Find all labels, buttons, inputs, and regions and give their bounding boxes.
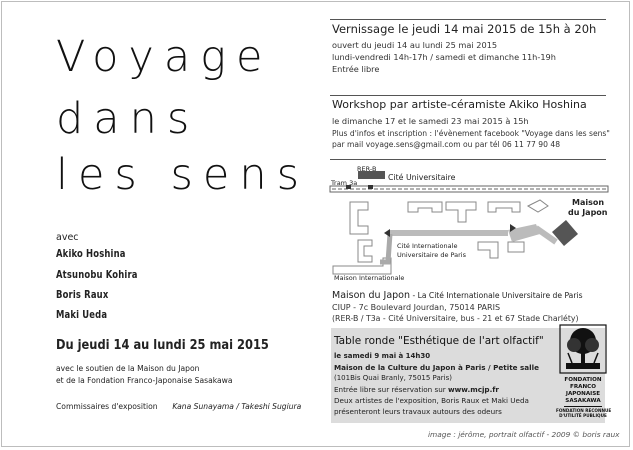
location-map (328, 162, 610, 284)
map-maison-japon-1: Maison (572, 198, 605, 207)
workshop-info: Plus d'infos et inscription : l'évènement facebook "Voyage dans les sens" (332, 129, 610, 138)
logo-line: D'UTILITÉ PUBLIQUE (559, 413, 607, 418)
curators-label: Commissaires d'exposition (56, 402, 158, 411)
map-maison-intl: Maison Internationale (334, 274, 405, 282)
venue-suffix: - La Cité Internationale Universitaire de Paris (410, 291, 583, 300)
roundtable-when: le samedi 9 mai à 14h30 (334, 352, 431, 360)
workshop-contact: par mail voyage.sens@gmail.com ou par tél 06 11 77 90 48 (332, 140, 561, 149)
venue-title (332, 290, 583, 301)
roundtable-reserve (334, 384, 499, 395)
roundtable-site-link[interactable]: www.mcjp.fr (448, 385, 499, 394)
roundtable-reserve-text: Entrée libre sur réservation sur (334, 385, 449, 394)
tree-emblem-icon (556, 323, 610, 375)
roundtable-desc-2: présenteront leurs travaux autours des odeurs (334, 407, 502, 416)
venue-address: CIUP - 7c Boulevard Jourdan, 75014 PARIS (332, 303, 501, 312)
workshop-title: Workshop par artiste-céramiste Akiko Hoshina (332, 98, 587, 111)
venue-transport: (RER-B / T3a - Cité Universitaire, bus - 21 et 67 Stade Charléty) (332, 314, 579, 323)
artist-name: Boris Raux (56, 288, 109, 301)
divider (330, 159, 606, 160)
vernissage-line: ouvert du jeudi 14 au lundi 25 mai 2015 (332, 40, 498, 50)
map-cite-label: Cité Universitaire (388, 173, 456, 182)
curators-names: Kana Sunayama / Takeshi Sugiura (172, 402, 302, 411)
divider (330, 95, 606, 96)
support-line-2: et de la Fondation Franco-Japonaise Sasakawa (56, 376, 233, 385)
exhibition-dates: Du jeudi 14 au lundi 25 mai 2015 (56, 338, 269, 353)
title-line-3: les sens (56, 150, 309, 200)
workshop-when: le dimanche 17 et le samedi 23 mai 2015 à 15h (332, 116, 529, 126)
logo-line: FRANCO (570, 384, 596, 390)
logo-line: FONDATION RECONNUE (556, 408, 612, 413)
map-ciup-2: Universitaire de Paris (397, 251, 466, 259)
curators (56, 402, 301, 411)
logo-line: SASAKAWA (565, 398, 601, 404)
roundtable-title: Table ronde "Esthétique de l'art olfactif" (334, 335, 544, 347)
map-maison-japon-2: du Japon (568, 208, 608, 217)
sasakawa-logo (556, 323, 610, 421)
avec-label: avec (56, 232, 79, 243)
logo-line: JAPONAISE (565, 391, 601, 397)
title-line-1: Voyage (56, 32, 273, 82)
support-line-1: avec le soutien de la Maison du Japon (56, 364, 200, 373)
venue-name: Maison du Japon (332, 290, 411, 301)
artist-name: Maki Ueda (56, 308, 108, 321)
map-rer-label: RER-B (357, 165, 377, 173)
vernissage-line: Entrée libre (332, 64, 380, 74)
artist-name: Atsunobu Kohira (56, 268, 138, 281)
map-tram-label: Tram 3a (331, 179, 358, 187)
logo-line: FONDATION (564, 377, 602, 383)
roundtable-place: Maison de la Culture du Japon à Paris / Petite salle (334, 363, 539, 372)
image-credit: image : jérôme, portrait olfactif - 2009 © boris raux (428, 430, 620, 439)
divider (330, 19, 606, 20)
roundtable-desc-1: Deux artistes de l'exposition, Boris Raux et Maki Ueda (334, 396, 529, 405)
title-line-2: dans (56, 94, 200, 144)
flyer (1, 1, 630, 447)
vernissage-line: lundi-vendredi 14h-17h / samedi et dimanche 11h-19h (332, 52, 556, 62)
roundtable-address: (101Bis Quai Branly, 75015 Paris) (334, 374, 452, 382)
vernissage-title: Vernissage le jeudi 14 mai 2015 de 15h à 20h (332, 22, 597, 36)
artist-name: Akiko Hoshina (56, 247, 126, 260)
map-ciup-1: Cité Internationale (397, 242, 458, 250)
